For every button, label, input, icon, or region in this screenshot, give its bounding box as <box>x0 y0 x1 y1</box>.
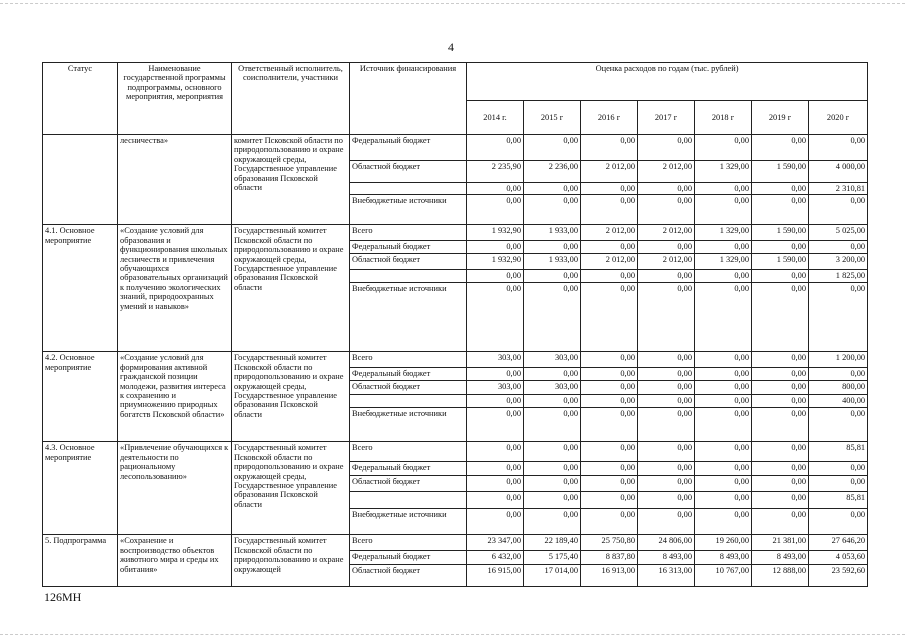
amount-cell: 0,00 <box>695 476 752 492</box>
amount-cell: 0,00 <box>581 270 638 283</box>
funding-source <box>350 270 467 283</box>
amount-cell: 2 012,00 <box>638 161 695 183</box>
funding-source: Внебюджетные источники <box>350 195 467 225</box>
amount-cell: 8 837,80 <box>581 551 638 565</box>
amount-cell: 0,00 <box>638 509 695 535</box>
amount-cell: 1 590,00 <box>752 225 809 241</box>
amount-cell: 1 590,00 <box>752 161 809 183</box>
amount-cell: 0,00 <box>752 381 809 395</box>
funding-source <box>350 183 467 195</box>
amount-cell: 0,00 <box>809 476 868 492</box>
amount-cell: 0,00 <box>752 352 809 368</box>
amount-cell: 0,00 <box>467 476 524 492</box>
amount-cell: 0,00 <box>524 368 581 381</box>
amount-cell: 0,00 <box>467 183 524 195</box>
amount-cell: 1 932,90 <box>467 254 524 270</box>
amount-cell: 0,00 <box>524 442 581 462</box>
amount-cell: 0,00 <box>638 135 695 161</box>
amount-cell: 0,00 <box>752 509 809 535</box>
funding-source: Федеральный бюджет <box>350 368 467 381</box>
amount-cell: 0,00 <box>524 270 581 283</box>
row-status: 4.1. Основное мероприятие <box>43 225 118 352</box>
funding-source: Внебюджетные источники <box>350 408 467 442</box>
amount-cell: 0,00 <box>695 462 752 476</box>
amount-cell: 0,00 <box>581 462 638 476</box>
amount-cell: 0,00 <box>581 408 638 442</box>
amount-cell: 0,00 <box>695 408 752 442</box>
funding-source: Федеральный бюджет <box>350 551 467 565</box>
amount-cell: 23 592,60 <box>809 565 868 587</box>
amount-cell: 303,00 <box>524 352 581 368</box>
budget-table <box>42 62 868 587</box>
amount-cell: 25 750,80 <box>581 535 638 551</box>
amount-cell: 12 888,00 <box>752 565 809 587</box>
scan-edge-bottom <box>0 634 905 635</box>
amount-cell: 0,00 <box>638 476 695 492</box>
amount-cell: 0,00 <box>467 241 524 254</box>
amount-cell: 17 014,00 <box>524 565 581 587</box>
amount-cell: 303,00 <box>467 381 524 395</box>
amount-cell: 0,00 <box>581 195 638 225</box>
amount-cell: 0,00 <box>752 442 809 462</box>
amount-cell: 0,00 <box>524 395 581 408</box>
amount-cell: 0,00 <box>809 135 868 161</box>
amount-cell: 0,00 <box>752 368 809 381</box>
amount-cell: 0,00 <box>809 462 868 476</box>
amount-cell: 400,00 <box>809 395 868 408</box>
amount-cell: 0,00 <box>581 283 638 352</box>
amount-cell: 0,00 <box>752 270 809 283</box>
amount-cell: 16 915,00 <box>467 565 524 587</box>
amount-cell: 0,00 <box>752 135 809 161</box>
row-name: «Создание условий для формирования активной гражданской позиции молодежи, развития интереса к сохранению и приумножению природных богатств Псковской области» <box>118 352 232 442</box>
amount-cell: 0,00 <box>752 492 809 509</box>
scan-edge-top <box>0 3 905 4</box>
amount-cell: 0,00 <box>752 183 809 195</box>
amount-cell: 0,00 <box>695 183 752 195</box>
amount-cell: 0,00 <box>524 195 581 225</box>
amount-cell: 6 432,00 <box>467 551 524 565</box>
table-row <box>43 535 868 551</box>
funding-source: Областной бюджет <box>350 381 467 395</box>
amount-cell: 0,00 <box>695 195 752 225</box>
amount-cell: 800,00 <box>809 381 868 395</box>
table-body <box>43 135 868 587</box>
amount-cell: 27 646,20 <box>809 535 868 551</box>
row-status: 5. Подпрограмма <box>43 535 118 587</box>
amount-cell: 0,00 <box>695 442 752 462</box>
amount-cell: 21 381,00 <box>752 535 809 551</box>
amount-cell: 0,00 <box>752 195 809 225</box>
amount-cell: 0,00 <box>467 368 524 381</box>
funding-source: Всего <box>350 225 467 241</box>
amount-cell: 0,00 <box>581 352 638 368</box>
amount-cell: 0,00 <box>524 135 581 161</box>
page-number: 4 <box>448 40 454 54</box>
amount-cell: 0,00 <box>638 352 695 368</box>
amount-cell: 0,00 <box>809 241 868 254</box>
amount-cell: 0,00 <box>752 283 809 352</box>
amount-cell: 0,00 <box>467 195 524 225</box>
row-status: 4.2. Основное мероприятие <box>43 352 118 442</box>
amount-cell: 5 025,00 <box>809 225 868 241</box>
funding-source: Областной бюджет <box>350 161 467 183</box>
funding-source: Областной бюджет <box>350 476 467 492</box>
amount-cell: 85,81 <box>809 492 868 509</box>
amount-cell: 0,00 <box>467 462 524 476</box>
header-responsible: Ответственный исполнитель, соисполнители, участники <box>232 63 350 135</box>
amount-cell: 0,00 <box>581 368 638 381</box>
amount-cell: 2 310,81 <box>809 183 868 195</box>
funding-source: Внебюджетные источники <box>350 283 467 352</box>
amount-cell: 1 329,00 <box>695 161 752 183</box>
amount-cell: 0,00 <box>581 476 638 492</box>
header-estimate: Оценка расходов по годам (тыс. рублей) <box>467 63 868 101</box>
row-name: лесничества» <box>118 135 232 225</box>
amount-cell: 0,00 <box>638 408 695 442</box>
amount-cell: 1 932,90 <box>467 225 524 241</box>
amount-cell: 0,00 <box>638 283 695 352</box>
funding-source: Федеральный бюджет <box>350 462 467 476</box>
row-name: «Привлечение обучающихся к деятельности по рациональному лесопользованию» <box>118 442 232 535</box>
amount-cell: 0,00 <box>638 462 695 476</box>
funding-source: Федеральный бюджет <box>350 241 467 254</box>
amount-cell: 0,00 <box>695 241 752 254</box>
amount-cell: 0,00 <box>638 183 695 195</box>
amount-cell: 0,00 <box>695 368 752 381</box>
amount-cell: 5 175,40 <box>524 551 581 565</box>
amount-cell: 0,00 <box>809 509 868 535</box>
amount-cell: 2 012,00 <box>638 254 695 270</box>
amount-cell: 0,00 <box>524 492 581 509</box>
funding-source <box>350 395 467 408</box>
amount-cell: 0,00 <box>581 241 638 254</box>
amount-cell: 0,00 <box>524 183 581 195</box>
table-row <box>43 225 868 241</box>
amount-cell: 0,00 <box>581 509 638 535</box>
row-responsible: Государственный комитет Псковской области по природопользованию и охране окружающей среды, Государственное управление образования Псковской области <box>232 352 350 442</box>
amount-cell: 0,00 <box>581 135 638 161</box>
amount-cell: 16 313,00 <box>638 565 695 587</box>
header-year: 2019 г <box>752 101 809 135</box>
amount-cell: 0,00 <box>467 270 524 283</box>
amount-cell: 0,00 <box>524 462 581 476</box>
amount-cell: 0,00 <box>524 509 581 535</box>
footer-code: 126МН <box>44 590 82 604</box>
header-year: 2020 г <box>809 101 868 135</box>
row-name: «Сохранение и воспроизводство объектов животного мира и среды их обитания» <box>118 535 232 587</box>
amount-cell: 0,00 <box>581 492 638 509</box>
amount-cell: 1 590,00 <box>752 254 809 270</box>
amount-cell: 0,00 <box>752 395 809 408</box>
header-year: 2015 г <box>524 101 581 135</box>
amount-cell: 0,00 <box>524 283 581 352</box>
amount-cell: 2 012,00 <box>581 161 638 183</box>
amount-cell: 1 200,00 <box>809 352 868 368</box>
amount-cell: 10 767,00 <box>695 565 752 587</box>
amount-cell: 2 236,00 <box>524 161 581 183</box>
header-source: Источник финансирования <box>350 63 467 135</box>
amount-cell: 0,00 <box>695 283 752 352</box>
amount-cell: 3 200,00 <box>809 254 868 270</box>
amount-cell: 0,00 <box>638 492 695 509</box>
amount-cell: 8 493,00 <box>638 551 695 565</box>
amount-cell: 22 189,40 <box>524 535 581 551</box>
amount-cell: 0,00 <box>695 509 752 535</box>
header-year: 2017 г <box>638 101 695 135</box>
amount-cell: 16 913,00 <box>581 565 638 587</box>
amount-cell: 0,00 <box>695 352 752 368</box>
amount-cell: 0,00 <box>581 183 638 195</box>
amount-cell: 0,00 <box>581 442 638 462</box>
amount-cell: 2 012,00 <box>581 225 638 241</box>
amount-cell: 0,00 <box>809 283 868 352</box>
row-responsible: Государственный комитет Псковской области по природопользованию и охране окружающей <box>232 535 350 587</box>
funding-source: Всего <box>350 442 467 462</box>
amount-cell: 1 329,00 <box>695 225 752 241</box>
amount-cell: 0,00 <box>467 442 524 462</box>
amount-cell: 0,00 <box>581 381 638 395</box>
funding-source: Федеральный бюджет <box>350 135 467 161</box>
amount-cell: 0,00 <box>638 195 695 225</box>
amount-cell: 0,00 <box>467 135 524 161</box>
amount-cell: 1 825,00 <box>809 270 868 283</box>
amount-cell: 0,00 <box>467 283 524 352</box>
amount-cell: 0,00 <box>638 270 695 283</box>
amount-cell: 0,00 <box>524 241 581 254</box>
funding-source: Всего <box>350 352 467 368</box>
amount-cell: 0,00 <box>467 509 524 535</box>
table-row <box>43 442 868 462</box>
amount-cell: 2 235,90 <box>467 161 524 183</box>
amount-cell: 23 347,00 <box>467 535 524 551</box>
amount-cell: 303,00 <box>524 381 581 395</box>
amount-cell: 8 493,00 <box>695 551 752 565</box>
amount-cell: 0,00 <box>467 395 524 408</box>
amount-cell: 0,00 <box>638 395 695 408</box>
amount-cell: 0,00 <box>809 408 868 442</box>
amount-cell: 0,00 <box>638 241 695 254</box>
amount-cell: 0,00 <box>695 395 752 408</box>
amount-cell: 0,00 <box>695 270 752 283</box>
amount-cell: 0,00 <box>809 195 868 225</box>
funding-source <box>350 492 467 509</box>
amount-cell: 303,00 <box>467 352 524 368</box>
amount-cell: 0,00 <box>467 408 524 442</box>
amount-cell: 0,00 <box>638 368 695 381</box>
amount-cell: 2 012,00 <box>638 225 695 241</box>
amount-cell: 0,00 <box>752 476 809 492</box>
row-status <box>43 135 118 225</box>
amount-cell: 4 000,00 <box>809 161 868 183</box>
table-row <box>43 352 868 368</box>
amount-cell: 0,00 <box>467 492 524 509</box>
amount-cell: 0,00 <box>695 135 752 161</box>
header-status: Статус <box>43 63 118 135</box>
amount-cell: 85,81 <box>809 442 868 462</box>
amount-cell: 0,00 <box>638 442 695 462</box>
amount-cell: 0,00 <box>524 476 581 492</box>
amount-cell: 0,00 <box>581 395 638 408</box>
header-year: 2016 г <box>581 101 638 135</box>
amount-cell: 0,00 <box>695 381 752 395</box>
amount-cell: 24 806,00 <box>638 535 695 551</box>
amount-cell: 0,00 <box>752 241 809 254</box>
row-status: 4.3. Основное мероприятие <box>43 442 118 535</box>
row-name: «Создание условий для образования и функционирования школьных лесничеств и привлечения обучающихся образовательных организаций к получению экологических знаний, природоохранных умений и навыков» <box>118 225 232 352</box>
table-row <box>43 135 868 161</box>
funding-source: Областной бюджет <box>350 254 467 270</box>
amount-cell: 0,00 <box>752 408 809 442</box>
header-year: 2014 г. <box>467 101 524 135</box>
funding-source: Всего <box>350 535 467 551</box>
amount-cell: 19 260,00 <box>695 535 752 551</box>
amount-cell: 0,00 <box>638 381 695 395</box>
amount-cell: 1 933,00 <box>524 225 581 241</box>
header-name: Наименование государственной программы подпрограммы, основного мероприятия, мероприятия <box>118 63 232 135</box>
funding-source: Областной бюджет <box>350 565 467 587</box>
amount-cell: 0,00 <box>752 462 809 476</box>
header-year: 2018 г <box>695 101 752 135</box>
amount-cell: 0,00 <box>809 368 868 381</box>
amount-cell: 8 493,00 <box>752 551 809 565</box>
funding-source: Внебюджетные источники <box>350 509 467 535</box>
amount-cell: 1 329,00 <box>695 254 752 270</box>
amount-cell: 2 012,00 <box>581 254 638 270</box>
row-responsible: комитет Псковской области по природопользованию и охране окружающей среды, Государственное управление образования Псковской области <box>232 135 350 225</box>
amount-cell: 1 933,00 <box>524 254 581 270</box>
row-responsible: Государственный комитет Псковской области по природопользованию и охране окружающей среды, Государственное управление образования Псковской области <box>232 225 350 352</box>
amount-cell: 0,00 <box>695 492 752 509</box>
amount-cell: 0,00 <box>524 408 581 442</box>
row-responsible: Государственный комитет Псковской области по природопользованию и охране окружающей среды, Государственное управление образования Псковской области <box>232 442 350 535</box>
amount-cell: 4 053,60 <box>809 551 868 565</box>
